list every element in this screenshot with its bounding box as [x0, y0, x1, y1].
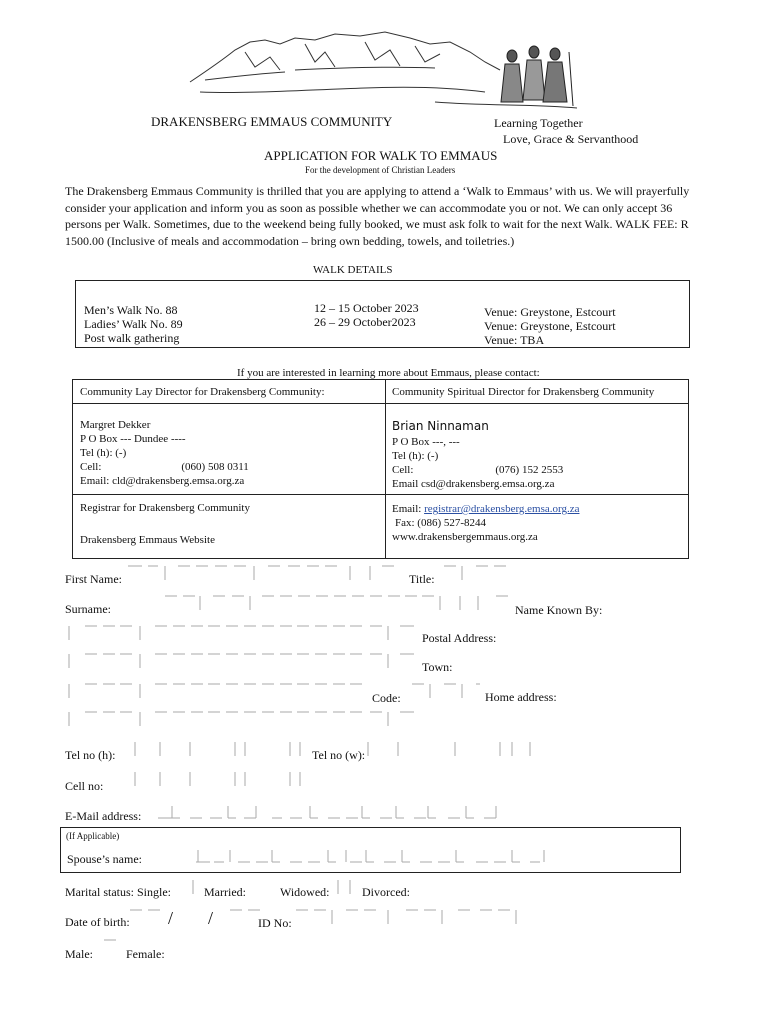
title-label: Title: — [409, 572, 435, 586]
lay-director-box: P O Box --- Dundee ---- — [80, 433, 186, 445]
registrar-email-link[interactable]: registrar@drakensberg.emsa.org.za — [424, 503, 580, 515]
divorced-label: Divorced: — [362, 885, 410, 899]
org-name: DRAKENSBERG EMMAUS COMMUNITY — [151, 114, 393, 129]
male-label: Male: — [65, 947, 93, 961]
form-title: APPLICATION FOR WALK TO EMMAUS — [264, 148, 498, 163]
cell-label: Cell no: — [65, 779, 104, 793]
married-label: Married: — [204, 885, 246, 899]
email-label: E-Mail address: — [65, 809, 142, 823]
spiritual-director-email: Email csd@drakensberg.emsa.org.za — [392, 478, 555, 490]
lay-cell-number: (060) 508 0311 — [181, 461, 249, 473]
lay-director-heading: Community Lay Director for Drakensberg Community: — [80, 386, 325, 398]
town-label: Town: — [422, 660, 453, 674]
walk-details-heading: WALK DETAILS — [313, 264, 393, 276]
code-label: Code: — [372, 691, 401, 705]
walk-name-men: Men’s Walk No. 88 — [84, 303, 178, 317]
contact-intro: If you are interested in learning more about Emmaus, please contact: — [237, 367, 540, 379]
walk-date-men: 12 – 15 October 2023 — [314, 301, 419, 315]
widowed-label: Widowed: — [280, 885, 330, 899]
marital-status-single-label: Marital status: Single: — [65, 885, 171, 899]
motto-line-1: Learning Together — [494, 116, 583, 130]
website-url[interactable]: www.drakensbergemmaus.org.za — [392, 531, 538, 543]
spouse-section-box — [60, 827, 681, 873]
if-applicable-note: (If Applicable) — [66, 831, 120, 841]
walk-venue-ladies: Venue: Greystone, Estcourt — [484, 319, 616, 333]
lay-director-name: Margret Dekker — [80, 419, 151, 431]
postal-address-label: Postal Address: — [422, 631, 497, 645]
tel-home-label: Tel no (h): — [65, 748, 116, 762]
sp-cell-label: Cell: — [392, 464, 414, 476]
sp-cell-number: (076) 152 2553 — [495, 464, 564, 476]
spouse-name-label: Spouse’s name: — [67, 852, 142, 866]
id-number-label: ID No: — [258, 916, 292, 930]
surname-label: Surname: — [65, 602, 111, 616]
name-known-by-label: Name Known By: — [515, 603, 603, 617]
spiritual-director-name: Brian Ninnaman — [392, 419, 489, 433]
intro-paragraph: The Drakensberg Emmaus Community is thrilled that you are applying to attend a ‘Walk to Emmaus’ with us. We will prayerfully consider your application and inform you as soon as possible whether we can accommodate you or not. We can only accept 36 persons per Walk. Sometimes, due to the weekend being fully booked, we must ask folk to wait for the next Walk. WALK FEE: R 1500.00 (Inclusive of meals and accommodation – bring own bedding, towels, and toiletries.) — [65, 184, 690, 248]
walk-name-post: Post walk gathering — [84, 331, 180, 345]
website-label: Drakensberg Emmaus Website — [80, 534, 215, 546]
spiritual-director-tel: Tel (h): (-) — [392, 450, 439, 462]
date-of-birth-label: Date of birth: — [65, 915, 130, 929]
form-subtitle: For the development of Christian Leaders — [305, 165, 456, 175]
dob-separator-1: / — [168, 908, 174, 928]
spiritual-director-box: P O Box ---, --- — [392, 436, 460, 448]
lay-director-email: Email: cld@drakensberg.emsa.org.za — [80, 475, 245, 487]
female-label: Female: — [126, 947, 165, 961]
lay-director-tel: Tel (h): (-) — [80, 447, 127, 459]
tel-work-label: Tel no (w): — [312, 748, 366, 762]
walk-venue-men: Venue: Greystone, Estcourt — [484, 305, 616, 319]
registrar-email-label: Email: — [392, 503, 422, 515]
first-name-label: First Name: — [65, 572, 122, 586]
home-address-label: Home address: — [485, 690, 557, 704]
lay-cell-label: Cell: — [80, 461, 102, 473]
motto-line-2: Love, Grace & Servanthood — [503, 132, 639, 146]
registrar-fax: Fax: (086) 527-8244 — [395, 517, 487, 529]
spiritual-director-heading: Community Spiritual Director for Drakensberg Community — [392, 386, 655, 398]
registrar-heading: Registrar for Drakensberg Community — [80, 502, 250, 514]
dob-separator-2: / — [208, 908, 214, 928]
walk-date-ladies: 26 – 29 October2023 — [314, 315, 416, 329]
walk-venue-post: Venue: TBA — [484, 333, 545, 347]
walk-name-ladies: Ladies’ Walk No. 89 — [84, 317, 183, 331]
